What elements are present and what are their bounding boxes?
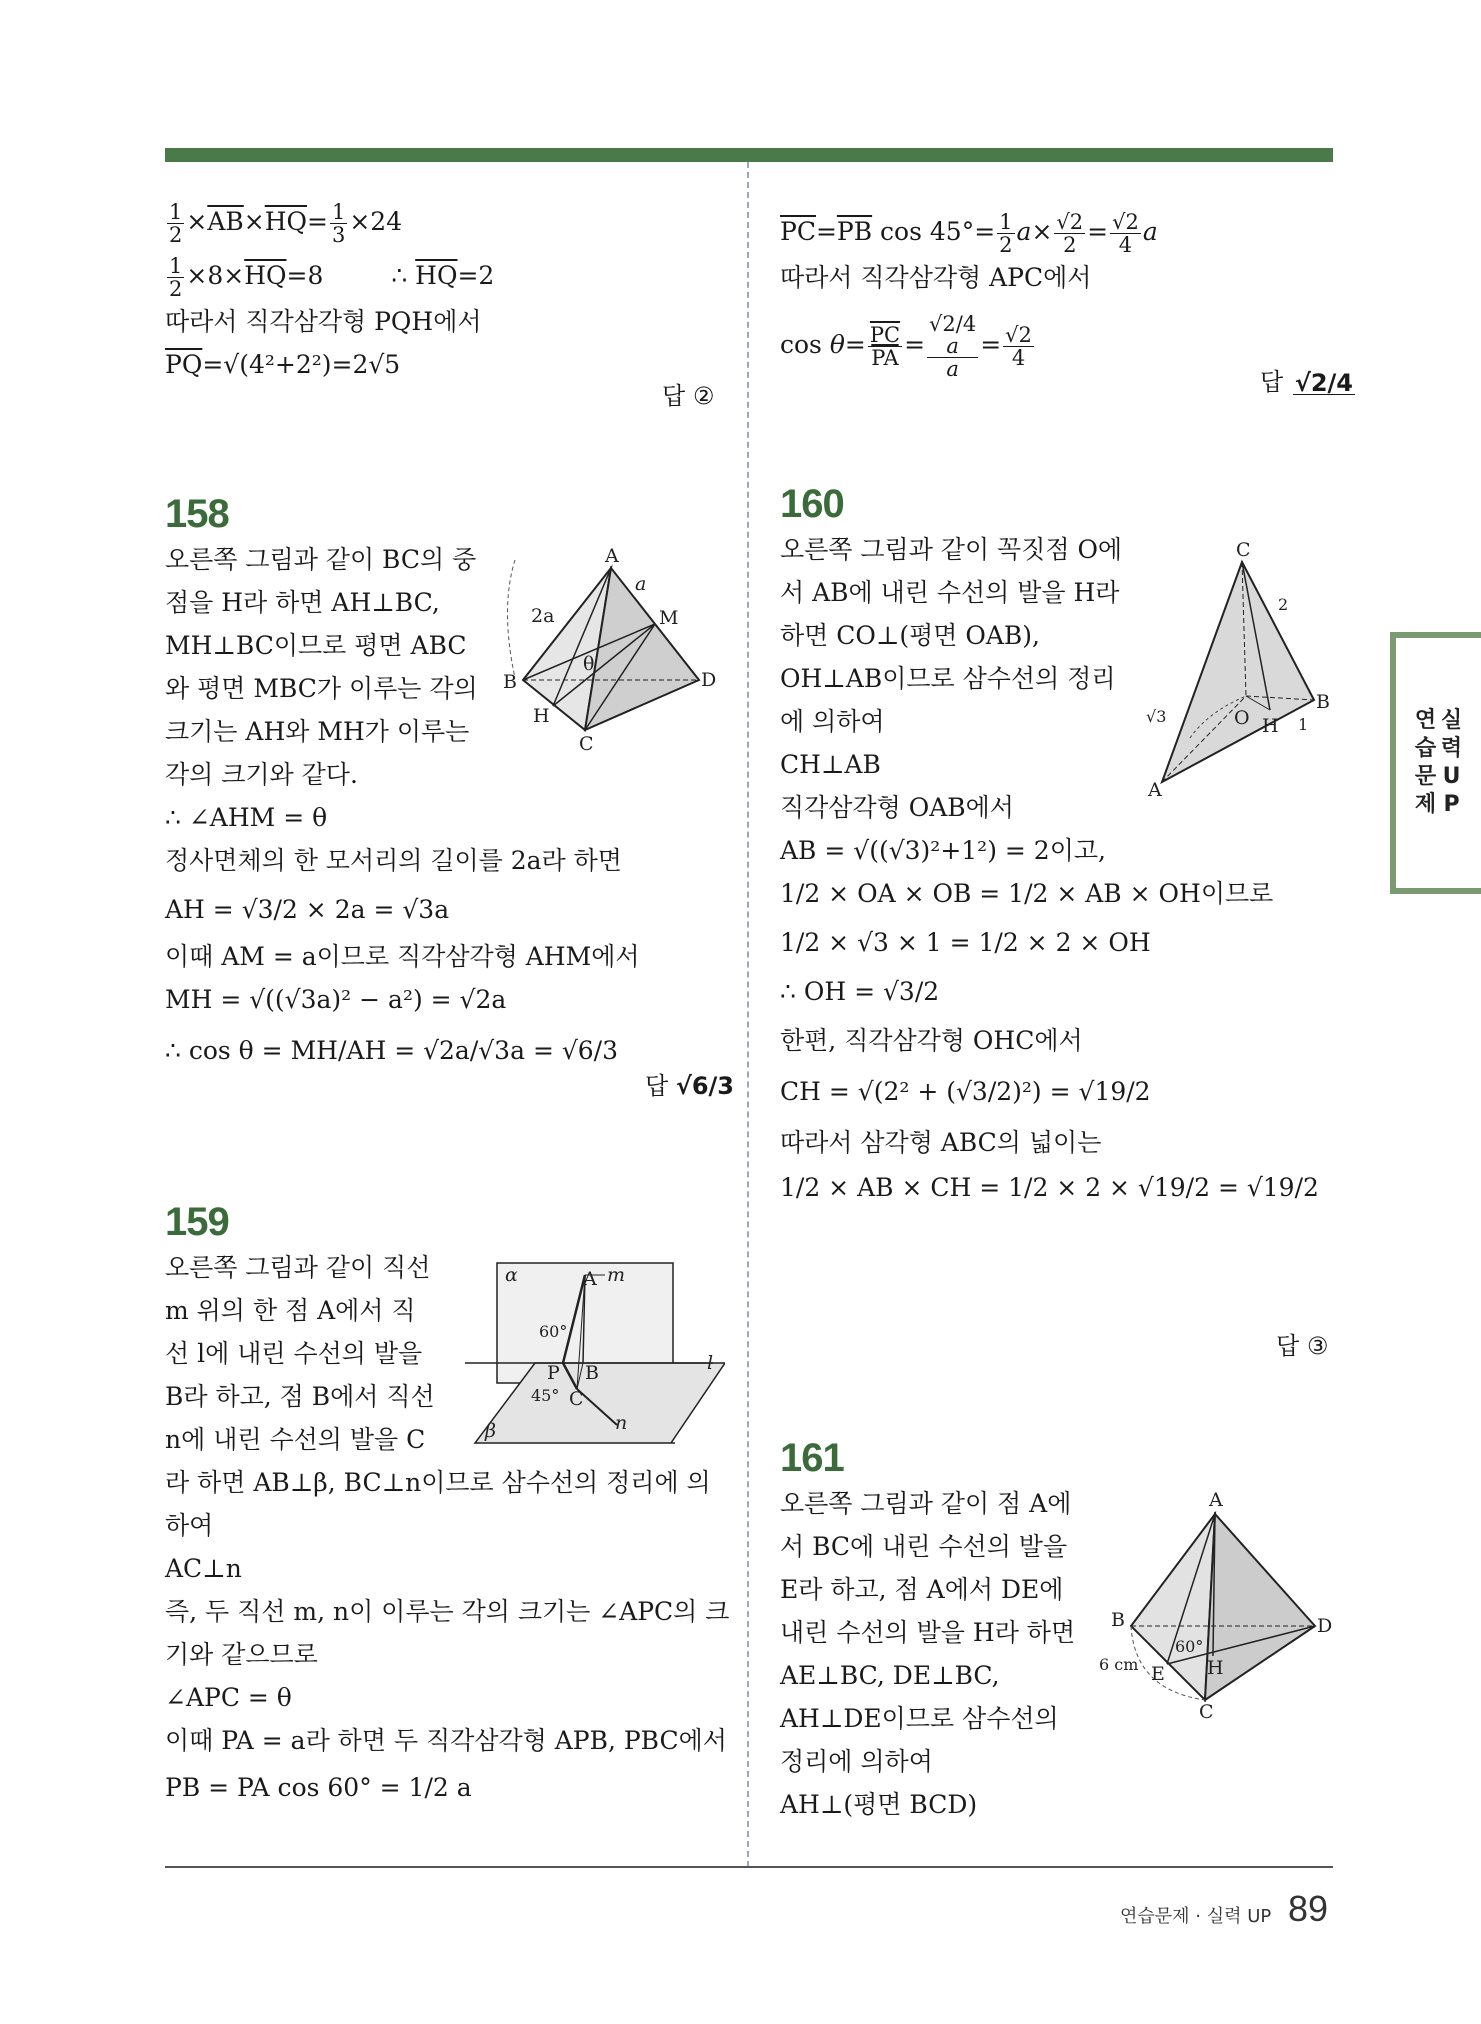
cont-left-line1: $\frac{1}{2}$ $\times\overline{AB}\times\overline{HQ}=$ $\frac{1}{3}$ ×24 bbox=[169, 200, 403, 247]
p160-line: CH = √(2² + (√3/2)²) = √19/2 bbox=[780, 1077, 1151, 1106]
problem-number-160: 160 bbox=[780, 482, 844, 526]
answer-160: 답 ③ bbox=[1276, 1332, 1329, 1360]
fig160-label-1: 1 bbox=[1298, 715, 1309, 734]
fig161-label-E: E bbox=[1151, 1663, 1165, 1685]
fig160-label-O: O bbox=[1234, 707, 1250, 729]
fig158-label-M: M bbox=[659, 607, 679, 629]
p159-line: ∠APC = θ bbox=[165, 1683, 292, 1712]
fig161-label-60: 60° bbox=[1175, 1637, 1204, 1656]
figure-158-tetrahedron bbox=[495, 548, 720, 758]
fig160-label-C: C bbox=[1236, 540, 1251, 561]
p161-line: 내린 수선의 발을 H라 하면 bbox=[780, 1618, 1076, 1647]
p159-line: 하여 bbox=[165, 1511, 214, 1540]
cont-right-line2: 따라서 직각삼각형 APC에서 bbox=[780, 263, 1092, 292]
fig159-label-n: n bbox=[615, 1412, 628, 1434]
p158-line: 크기는 AH와 MH가 이루는 bbox=[165, 717, 470, 746]
p160-line: CH⊥AB bbox=[780, 750, 881, 779]
p161-line: 서 BC에 내린 수선의 발을 bbox=[780, 1532, 1068, 1561]
p160-line: 에 의하여 bbox=[780, 707, 885, 736]
p159-line: B라 하고, 점 B에서 직선 bbox=[165, 1382, 435, 1411]
fig160-label-sqrt3: √3 bbox=[1146, 707, 1167, 726]
p160-line: 따라서 삼각형 ABC의 넓이는 bbox=[780, 1128, 1102, 1157]
p160-line: OH⊥AB이므로 삼수선의 정리 bbox=[780, 664, 1116, 693]
p159-line: 이때 PA = a라 하면 두 직각삼각형 APB, PBC에서 bbox=[165, 1726, 727, 1755]
side-tab-col1: 연습문제 bbox=[1414, 708, 1437, 817]
p159-line: 선 l에 내린 수선의 발을 bbox=[165, 1339, 423, 1368]
fig159-label-P: P bbox=[547, 1362, 560, 1384]
footer-section: 연습문제 · 실력 UP bbox=[1120, 1906, 1272, 1927]
p160-line: 1/2 × AB × CH = 1/2 × 2 × √19/2 = √19/2 bbox=[780, 1173, 1319, 1202]
fig158-label-C: C bbox=[579, 733, 594, 755]
fig158-label-theta: θ bbox=[583, 653, 595, 675]
p161-line: 정리에 의하여 bbox=[780, 1747, 933, 1776]
p158-line: MH⊥BC이므로 평면 ABC bbox=[165, 631, 467, 660]
p160-line: ∴ OH = √3/2 bbox=[780, 977, 940, 1006]
p159-line: 기와 같으므로 bbox=[165, 1640, 318, 1669]
p159-line: 즉, 두 직선 m, n이 이루는 각의 크기는 ∠APC의 크 bbox=[165, 1597, 730, 1626]
p159-line: 라 하면 AB⊥β, BC⊥n이므로 삼수선의 정리에 의 bbox=[165, 1468, 711, 1497]
answer-159: 답 √2/4 bbox=[1260, 368, 1353, 397]
fig158-label-A: A bbox=[605, 548, 619, 567]
fig158-label-a: a bbox=[635, 573, 647, 595]
p158-line: 오른쪽 그림과 같이 BC의 중 bbox=[165, 545, 477, 574]
fig159-label-l: l bbox=[707, 1352, 714, 1374]
cont-left-line2: $\frac{1}{2}$ $\times 8\times\overline{HQ}=8$ ∴ $\overline{HQ}=2$ bbox=[169, 254, 495, 301]
p159-line: m 위의 한 점 A에서 직 bbox=[165, 1296, 416, 1325]
header-bar bbox=[165, 148, 1333, 162]
p160-line: 1/2 × √3 × 1 = 1/2 × 2 × OH bbox=[780, 928, 1151, 957]
fig161-label-6cm: 6 cm bbox=[1099, 1655, 1139, 1674]
side-tab-col2: 실력UP bbox=[1440, 708, 1463, 817]
p160-line: 한편, 직각삼각형 OHC에서 bbox=[780, 1026, 1083, 1055]
p159-line: AC⊥n bbox=[165, 1554, 242, 1583]
p161-line: AH⊥(평면 BCD) bbox=[780, 1790, 978, 1819]
p159-line: PB = PA cos 60° = 1/2 a bbox=[165, 1773, 472, 1802]
p160-line: 직각삼각형 OAB에서 bbox=[780, 793, 1014, 822]
right-continuation bbox=[780, 210, 1335, 380]
p160-line: 서 AB에 내린 수선의 발을 H라 bbox=[780, 578, 1120, 607]
fig158-label-D: D bbox=[701, 669, 717, 691]
p161-line: AH⊥DE이므로 삼수선의 bbox=[780, 1704, 1059, 1733]
fig159-label-m: m bbox=[607, 1264, 626, 1286]
fig158-label-H: H bbox=[533, 705, 550, 727]
p159-line: 오른쪽 그림과 같이 직선 bbox=[165, 1253, 431, 1282]
fig159-label-beta: β bbox=[485, 1420, 496, 1442]
fig160-label-B: B bbox=[1316, 691, 1330, 713]
cont-right-line1: $\overline{PC}=\overline{PB}$ cos 45°= $\frac{1}{2}$ a× $\frac{√2}{2}$ = $\frac{√2}{4}$ a bbox=[780, 210, 1158, 257]
fig159-label-A: A bbox=[583, 1268, 597, 1290]
p158-line: ∴ cos θ = MH/AH = √2a/√3a = √6/3 bbox=[165, 1036, 619, 1065]
answer-158: 답 √6/3 bbox=[645, 1072, 734, 1100]
p158-line: ∴ ∠AHM = θ bbox=[165, 803, 328, 832]
cont-left-line3: 따라서 직각삼각형 PQH에서 bbox=[165, 307, 482, 336]
fig161-label-C: C bbox=[1199, 1701, 1214, 1720]
fig158-label-2a: 2a bbox=[531, 605, 555, 627]
cont-right-line3: cos θ= $\frac{\overline{PC}}{PA}$ = √2/4 a a = $\frac{√2}{4}$ bbox=[780, 312, 1032, 381]
fig160-label-A: A bbox=[1148, 779, 1162, 800]
fig160-label-H: H bbox=[1262, 715, 1279, 737]
p160-line: AB = √((√3)²+1²) = 2이고, bbox=[780, 836, 1106, 865]
p158-line: MH = √((√3a)² − a²) = √2a bbox=[165, 985, 507, 1014]
p160-line: 하면 CO⊥(평면 OAB), bbox=[780, 621, 1041, 650]
figure-160-tetrahedron bbox=[1138, 540, 1338, 800]
fig159-label-C: C bbox=[569, 1388, 584, 1410]
p158-line: 이때 AM = a이므로 직각삼각형 AHM에서 bbox=[165, 942, 640, 971]
fig161-label-A: A bbox=[1209, 1490, 1223, 1511]
fig161-label-B: B bbox=[1111, 1609, 1125, 1631]
p160-line: 1/2 × OA × OB = 1/2 × AB × OH이므로 bbox=[780, 879, 1274, 908]
p161-line: 오른쪽 그림과 같이 점 A에 bbox=[780, 1489, 1072, 1518]
fig159-label-alpha: α bbox=[505, 1264, 518, 1286]
p161-line: E라 하고, 점 A에서 DE에 bbox=[780, 1575, 1064, 1604]
p158-line: 각의 크기와 같다. bbox=[165, 760, 358, 789]
page-number: 89 bbox=[1288, 1888, 1329, 1929]
fig159-label-60: 60° bbox=[539, 1322, 568, 1341]
p161-line: AE⊥BC, DE⊥BC, bbox=[780, 1661, 1000, 1690]
column-divider bbox=[747, 162, 749, 1867]
problem-number-159: 159 bbox=[165, 1200, 229, 1244]
side-tab bbox=[1390, 632, 1481, 894]
p159-line: n에 내린 수선의 발을 C bbox=[165, 1425, 426, 1454]
fig161-label-D: D bbox=[1317, 1615, 1333, 1637]
answer-157: 답 ② bbox=[662, 382, 715, 410]
p158-line: 와 평면 MBC가 이루는 각의 bbox=[165, 674, 478, 703]
figure-161-tetrahedron bbox=[1095, 1490, 1335, 1720]
fig160-label-2: 2 bbox=[1278, 595, 1289, 614]
fig159-label-B: B bbox=[585, 1362, 599, 1384]
problem-number-158: 158 bbox=[165, 492, 229, 536]
cont-left-line4: $\overline{PQ}=√(4^2+2^2)=2√5$ bbox=[165, 350, 401, 379]
p158-line: 정사면체의 한 모서리의 길이를 2a라 하면 bbox=[165, 846, 622, 875]
figure-159-planes bbox=[465, 1255, 725, 1455]
footer-rule bbox=[165, 1866, 1333, 1868]
p158-line: 점을 H라 하면 AH⊥BC, bbox=[165, 588, 440, 617]
fig159-label-45: 45° bbox=[531, 1386, 560, 1405]
p158-line: AH = √3/2 × 2a = √3a bbox=[165, 895, 450, 924]
p160-line: 오른쪽 그림과 같이 꼭짓점 O에 bbox=[780, 535, 1123, 564]
problem-number-161: 161 bbox=[780, 1436, 844, 1480]
left-continuation bbox=[165, 200, 725, 386]
fig158-label-B: B bbox=[503, 671, 517, 693]
fig161-label-H: H bbox=[1207, 1657, 1224, 1679]
